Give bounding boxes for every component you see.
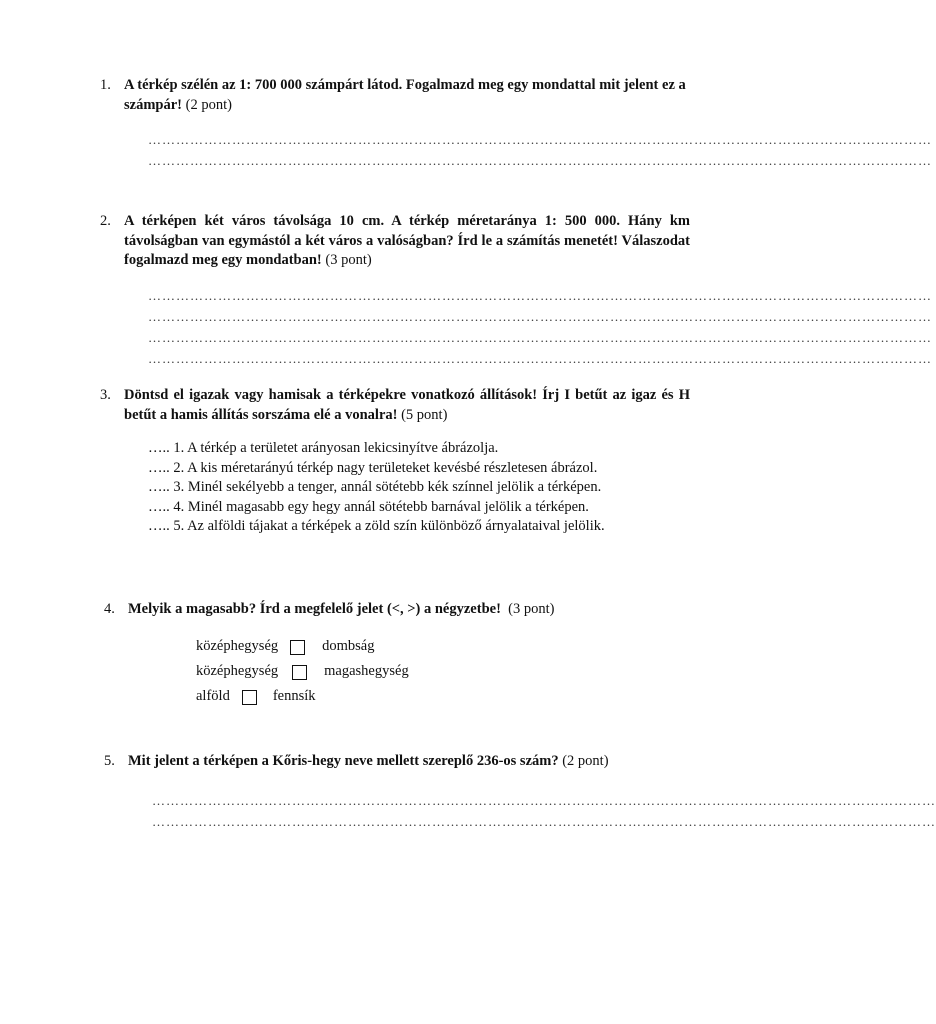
answer-line[interactable]: …………………………………………………………………………………………………………………………………………………… xyxy=(148,350,932,366)
comparison-row-1 xyxy=(196,636,375,658)
answer-line[interactable]: …………………………………………………………………………………………………………………………………………………… xyxy=(152,792,936,808)
comparison-row-2 xyxy=(196,661,409,683)
points: (5 pont) xyxy=(401,406,448,423)
question-3 xyxy=(100,386,690,537)
question-4 xyxy=(104,600,694,620)
question-text: Mit jelent a térképen a Kőris-hegy neve mellett szereplő 236-os szám? (2 pont) xyxy=(128,753,609,769)
question-number: 4. xyxy=(104,601,115,617)
comparison-left: középhegység xyxy=(196,663,279,680)
answer-box[interactable] xyxy=(242,690,257,705)
question-text: A térképen két város távolsága 10 cm. A térkép méretaránya 1: 500 000. Hány km távolságban van egymástól a két város a valóságban? Írd le a számítás menetét! Válaszodat fogalmazd meg egy mondatban! (3 pont) xyxy=(124,213,690,269)
comparison-left: alföld xyxy=(196,688,230,705)
points: (3 pont) xyxy=(325,252,372,269)
statement[interactable]: ….. 4. Minél magasabb egy hegy annál sötétebb barnával jelölik a térképen. xyxy=(148,498,589,515)
comparison-right: fennsík xyxy=(272,688,316,705)
answer-line[interactable]: …………………………………………………………………………………………………………………………………………………… xyxy=(148,308,932,324)
question-text: Döntsd el igazak vagy hamisak a térképekre vonatkozó állítások! Írj I betűt az igaz és H betűt a hamis állítás sorszáma elé a vonalra! (5 pont) xyxy=(124,387,690,423)
comparison-row-3 xyxy=(196,686,316,708)
answer-line[interactable]: …………………………………………………………………………………………………………………………………………………… xyxy=(148,287,932,303)
answer-box[interactable] xyxy=(290,640,305,655)
statement[interactable]: ….. 3. Minél sekélyebb a tenger, annál sötétebb kék színnel jelölik a térképen. xyxy=(148,479,602,496)
question-number: 2. xyxy=(100,213,111,229)
answer-line[interactable]: …………………………………………………………………………………………………………………………………………………… xyxy=(152,813,936,829)
answer-line[interactable]: …………………………………………………………………………………………………………………………………………………… xyxy=(148,132,932,148)
comparison-left: középhegység xyxy=(196,638,279,655)
question-2 xyxy=(100,212,932,369)
question-5 xyxy=(104,752,936,832)
question-text: Melyik a magasabb? Írd a megfelelő jelet (<, >) a négyzetbe! (3 pont) xyxy=(128,601,555,617)
points: (2 pont) xyxy=(562,753,609,769)
statement[interactable]: ….. 5. Az alföldi tájakat a térképek a zöld szín különböző árnyalataival jelölik. xyxy=(148,518,605,535)
statement[interactable]: ….. 2. A kis méretarányú térkép nagy területeket kevésbé részletesen ábrázol. xyxy=(148,459,598,476)
points: (3 pont) xyxy=(508,601,555,617)
comparison-right: magashegység xyxy=(324,663,409,680)
answer-box[interactable] xyxy=(292,665,307,680)
statement[interactable]: ….. 1. A térkép a területet arányosan lekicsinyítve ábrázolja. xyxy=(148,440,499,457)
question-text: A térkép szélén az 1: 700 000 számpárt látod. Fogalmazd meg egy mondattal mit jelent ez a számpár! (2 pont) xyxy=(124,77,686,113)
question-number: 5. xyxy=(104,753,115,769)
question-1 xyxy=(100,76,932,171)
points: (2 pont) xyxy=(185,96,232,113)
comparison-right: dombság xyxy=(322,638,375,655)
question-number: 3. xyxy=(100,387,111,403)
answer-line[interactable]: …………………………………………………………………………………………………………………………………………………… xyxy=(148,153,932,169)
answer-line[interactable]: …………………………………………………………………………………………………………………………………………………… xyxy=(148,329,932,345)
question-number: 1. xyxy=(100,77,111,93)
